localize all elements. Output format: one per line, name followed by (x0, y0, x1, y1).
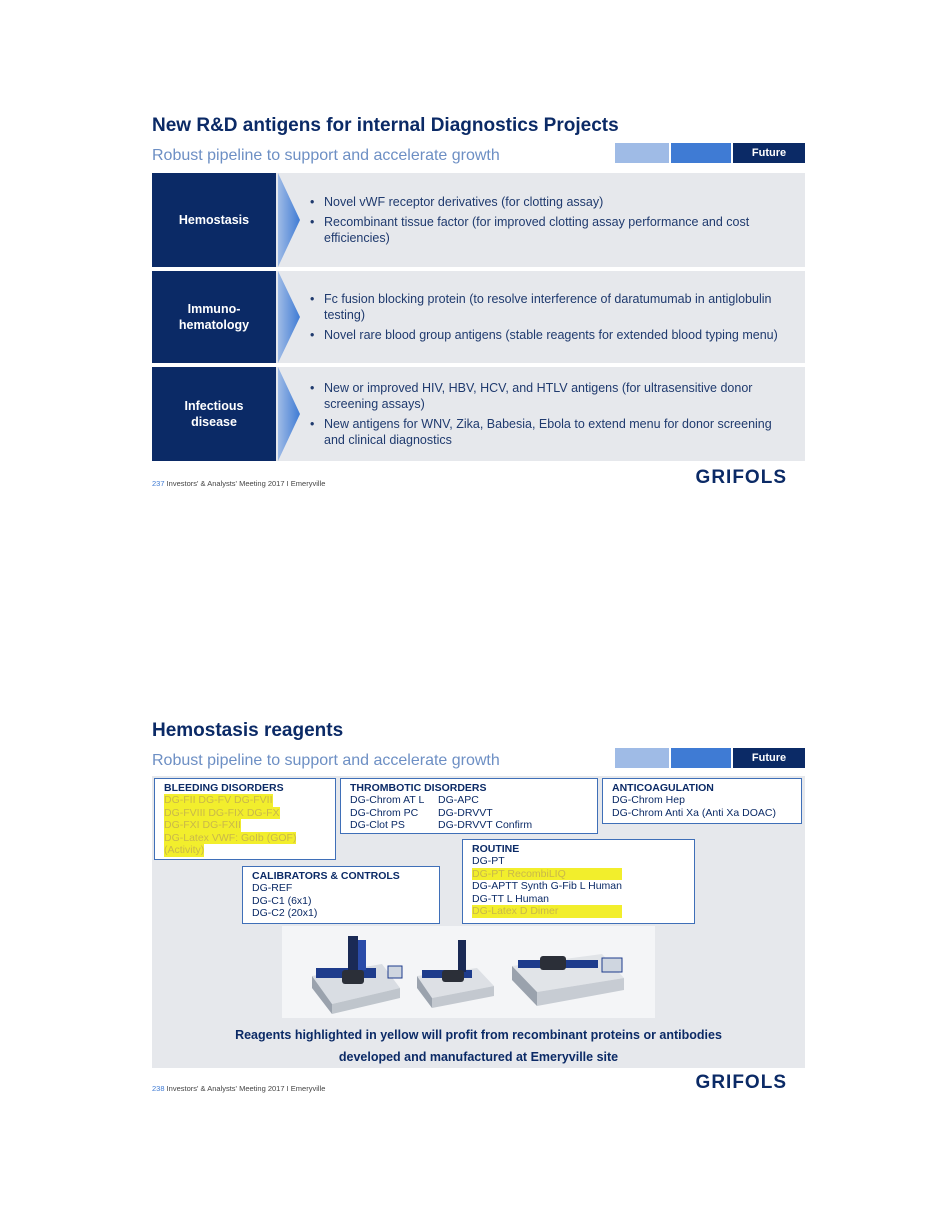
reagent-item: DG-Chrom PC (350, 806, 419, 819)
category-label (152, 271, 276, 363)
row-immunohematology (152, 271, 805, 363)
slide-hemostasis-reagents (152, 720, 805, 1100)
grifols-logo: GRIFOLS (695, 467, 787, 488)
reagent-item: DG-Clot PS (350, 819, 405, 831)
reagent-item: DG-REF (252, 882, 293, 894)
future-bar (615, 143, 805, 163)
box-heading: ROUTINE (472, 843, 520, 855)
slide-title: Hemostasis reagents (152, 720, 344, 741)
footer-text: Investors' & Analysts' Meeting 2017 I Emeryville (164, 1084, 326, 1093)
bullet-item: • New or improved HIV, HBV, HCV, and HTLV antigens (for ultrasensitive donor screening assays) (310, 380, 790, 412)
reagent-item-highlighted: DG-Latex D Dimer (472, 905, 622, 918)
routine-box (462, 839, 695, 924)
future-badge: Future (733, 748, 805, 768)
reagent-item: DG-Chrom Hep (612, 794, 685, 806)
reagent-item: DG-PT (472, 855, 505, 867)
caption-line: developed and manufactured at Emeryville site (338, 1050, 619, 1064)
thrombotic-disorders-box (340, 778, 598, 834)
reagent-item: DG-C1 (6x1) (252, 894, 312, 907)
anticoagulation-box (602, 778, 802, 824)
future-bar-segment-light (615, 748, 669, 768)
reagent-grid (350, 794, 588, 832)
highlight-caption (152, 1024, 805, 1068)
reagent-item-highlighted: (Activity) (164, 844, 205, 856)
grifols-logo: GRIFOLS (695, 1072, 787, 1093)
chevron-arrow-icon (278, 367, 300, 461)
reagent-item-highlighted: DG-FXI DG-FXII (164, 819, 241, 831)
reagent-item-highlighted: DG-FVIII DG-FIX DG-FX (164, 806, 280, 819)
future-bar-segment-light (615, 143, 669, 163)
bullet-list (310, 271, 790, 363)
slide-subtitle: Robust pipeline to support and accelerate growth (152, 147, 500, 164)
future-bar-segment-mid (671, 143, 731, 163)
row-infectious-disease (152, 367, 805, 461)
bullet-item: • Recombinant tissue factor (for improved clotting assay performance and cost efficiencies) (310, 214, 790, 246)
slide-new-rd-antigens (152, 115, 805, 495)
reagents-panel (152, 776, 805, 1068)
footer-text: Investors' & Analysts' Meeting 2017 I Emeryville (164, 479, 326, 488)
calibrators-controls-box (242, 866, 440, 924)
reagent-item-highlighted: DG-PT RecombiLIQ (472, 868, 622, 881)
page-number: 238 (152, 1084, 165, 1093)
chevron-arrow-icon (278, 173, 300, 267)
analyzer-instruments-image (282, 926, 655, 1018)
reagent-item: DG-TT L Human (472, 892, 550, 905)
future-bar-segment-mid (671, 748, 731, 768)
slide-title: New R&D antigens for internal Diagnostics Projects (152, 115, 619, 136)
row-hemostasis (152, 173, 805, 267)
bullet-list (310, 173, 790, 267)
box-heading: BLEEDING DISORDERS (164, 782, 284, 794)
slide-subtitle: Robust pipeline to support and accelerate growth (152, 752, 500, 769)
box-heading: ANTICOAGULATION (612, 782, 714, 794)
reagent-item: DG-DRVVT (438, 806, 493, 819)
category-label (152, 367, 276, 461)
box-heading: CALIBRATORS & CONTROLS (252, 870, 400, 882)
category-text: Immuno-hematology (178, 302, 250, 332)
category-text: Infectious disease (184, 399, 244, 429)
bullet-item: • New antigens for WNV, Zika, Babesia, Ebola to extend menu for donor screening and clinical diagnostics (310, 416, 790, 448)
bullet-item: • Fc fusion blocking protein (to resolve interference of daratumumab in antiglobulin testing) (310, 291, 790, 323)
reagent-item: DG-Chrom Anti Xa (Anti Xa DOAC) (612, 806, 776, 819)
category-label: Hemostasis (152, 173, 276, 267)
chevron-arrow-icon (278, 271, 300, 363)
reagent-item-highlighted: DG-Latex VWF: GoIb (GOF) (164, 831, 297, 844)
reagent-item: DG-Chrom AT L (350, 794, 425, 806)
page-number: 237 (152, 479, 165, 488)
reagent-item-highlighted: DG-FII DG-FV DG-FVII (164, 794, 273, 806)
reagent-item: DG-APC (438, 794, 479, 806)
slide-footer (152, 479, 325, 488)
reagent-item: DG-C2 (20x1) (252, 907, 318, 919)
reagent-item: DG-APTT Synth G-Fib L Human (472, 880, 622, 892)
bullet-list (310, 367, 790, 461)
bullet-item: • Novel vWF receptor derivatives (for clotting assay) (310, 194, 790, 210)
box-heading: THROMBOTIC DISORDERS (350, 782, 487, 794)
slide-footer (152, 1084, 325, 1093)
reagent-item: DG-DRVVT Confirm (438, 819, 533, 831)
bleeding-disorders-box (154, 778, 336, 860)
future-badge: Future (733, 143, 805, 163)
future-bar (615, 748, 805, 768)
caption-line: Reagents highlighted in yellow will profit from recombinant proteins or antibodies (235, 1028, 722, 1042)
bullet-item: • Novel rare blood group antigens (stable reagents for extended blood typing menu) (310, 327, 790, 343)
